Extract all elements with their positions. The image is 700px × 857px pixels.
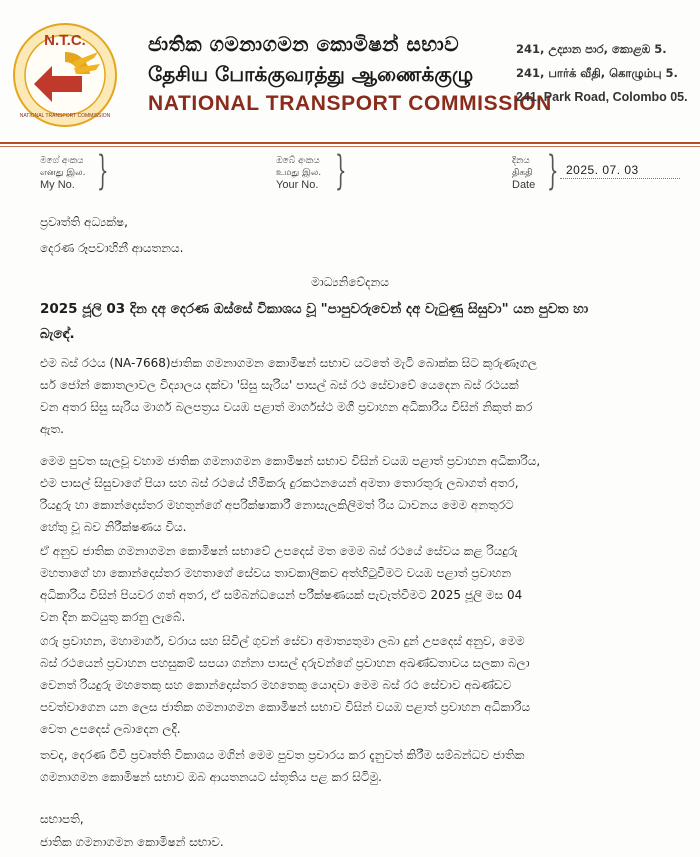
paragraph-2 [40, 450, 660, 538]
paragraph-1 [40, 352, 660, 440]
logo-text: N.T.C. [44, 32, 86, 49]
paragraph-4-line: බස් රථයෙන් ප්‍රවාහන පහසුකම් සපයා ගන්නා පාසල් දරුවන්ගේ ප්‍රවාහන අඛණ්ඩතාවය සලකා බලා [40, 656, 530, 670]
subject-line-1: 2025 ජූලි 03 දින දඅ දෙරණ ඔස්සේ විකාශය වූ "පාපුවරුවෙන් දඅ වැටුණු සිසුවා" යන පුවත හා [40, 301, 589, 317]
paragraph-3-line: මහතාගේ හා කොන්දොස්තර මහතාගේ සේවය තාවකාලිකව අත්හිටුවීමට වයඹ පළාත් ප්‍රවාහන [40, 566, 512, 580]
date-value: 2025. 07. 03 [566, 163, 639, 177]
paragraph-4 [40, 630, 660, 740]
paragraph-1-line: වන අතර සිසු සැරිය මාර්ග බලපත්‍රය වයඹ පළාත් මාර්ගස්ථ මගී ප්‍රවාහන අධිකාරිය විසින් නිකුත් කර [40, 400, 533, 414]
recipient-line-2: දෙරණ රූපවාහිනී ආයතනය. [40, 241, 184, 255]
my-no-si: මගේ අංකය [40, 156, 84, 166]
my-no-ta: எனது இல. [40, 168, 86, 178]
date-label [512, 155, 535, 191]
your-no-si: ඔබේ අංකය [276, 156, 320, 166]
ntc-logo [12, 22, 118, 128]
my-no-label [40, 155, 86, 191]
paragraph-2-line: හේතු වූ බව නිරීක්ෂණය විය. [40, 520, 187, 534]
recipient-line-1: ප්‍රවෘත්ති අධ්‍යක්ෂ, [40, 215, 128, 229]
letter-heading: මාධ්‍යනිවේදනය [311, 275, 389, 289]
paragraph-1-line: එම බස් රථය (NA-7668)ජාතික ගමනාගමන කොමිෂන් සභාව යටතේ මැටි බොක්ක සිට කුරුණෑගල [40, 356, 538, 370]
date-si: දිනය [512, 156, 530, 166]
header-rule [0, 142, 700, 144]
title-tamil: தேசிய போக்குவரத்து ஆணைக்குழு [148, 62, 474, 86]
paragraph-2-line: එම පාසල් සිසුවාගේ පියා සහ බස් රථයේ හිමිකරු දුරකථනයෙන් අමතා තොරතුරු ලබාගත් අතර, [40, 476, 519, 490]
header-rule-thin [0, 146, 700, 147]
paragraph-4-line: ගරු ප්‍රවාහන, මහාමාර්ග, වරාය සහ සිවිල් ගුවන් සේවා අමාත්‍යතුමා ලබා දුන් උපදෙස් අනුව, මෙම [40, 634, 525, 648]
your-no-en: Your No. [276, 179, 319, 191]
date-line [560, 178, 680, 179]
your-no-brace: } [334, 148, 347, 194]
paragraph-5-line: තවද, දෙරණ ටීවී ප්‍රවෘත්ති විකාශය මගින් මෙම පුවත ප්‍රචාරය කර දැනුවත් කිරීම සම්බන්ධව ජාතික [40, 748, 525, 762]
paragraph-3-line: ඒ අනුව ජාතික ගමනාගමන කොමිෂන් සභාවේ උපදෙස් මත මෙම බස් රථයේ සේවය කළ රියදුරු [40, 544, 518, 558]
paragraph-5 [40, 744, 660, 788]
paragraph-5-line: ගමනාගමන කොමිෂන් සභාව ඔබ ආයතනයට ස්තූතිය පළ කර සිටිමු. [40, 770, 383, 784]
title-english: NATIONAL TRANSPORT COMMISSION [148, 92, 552, 115]
paragraph-3-line: අධිකාරිය විසින් පියවර ගත් අතර, ඒ සම්බන්ධයෙන් පරීක්ෂණයක් පැවැත්වීමට 2025 ජූලි මස 04 [40, 588, 523, 602]
paragraph-3 [40, 540, 660, 628]
title-sinhala: ජාතික ගමනාගමන කොමිෂන් සභාව [148, 32, 460, 56]
address-sinhala: 241, උද්‍යාන පාර, කොළඹ 5. [516, 42, 667, 56]
paragraph-2-line: රියදුරු හා කොන්දොස්තර මහතුන්ගේ අපරික්ෂාකාරී නොසැලකිලිමත් රිය ධාවනය මෙම අනතුරට [40, 498, 514, 512]
your-no-label [276, 155, 321, 191]
paragraph-1-line: සර් ජෝන් කොතලාවල විද්‍යාලය දක්වා 'සිසු සැරිය' පාසල් බස් රථ සේවාවේ යෙදෙන බස් රථයක් [40, 378, 519, 392]
signoff-title: සභාපති, [40, 812, 84, 826]
letter-subject [40, 297, 660, 347]
subject-line-2: බැඳේ. [40, 326, 75, 342]
paragraph-4-line: පවත්වාගෙන යන ලෙස ජාතික ගමනාගමන කොමිෂන් සභාව විසින් වයඹ පළාත් ප්‍රවාහන අධිකාරිය [40, 700, 531, 714]
paragraph-4-line: වෙත උපදෙස් ලබාදෙන ලදි. [40, 722, 181, 736]
paragraph-3-line: වන දින කටයුතු කරනු ලැබේ. [40, 610, 186, 624]
signoff-org: ජාතික ගමනාගමන කොමිෂන් සභාව. [40, 835, 224, 849]
paragraph-4-line: වෙනත් රියදුරු මහතෙකු සහ කොන්දොස්තර මහතෙකු යොදවා මෙම බස් රථ සේවාව අඛණ්ඩව [40, 678, 512, 692]
address-english: 241, Park Road, Colombo 05. [516, 90, 688, 104]
paragraph-2-line: මෙම පුවත සැලවූ වහාම ජාතික ගමනාගමන කොමිෂන් සභාව විසින් වයඹ පළාත් ප්‍රවාහන අධිකාරිය, [40, 454, 541, 468]
your-no-ta: உமது இல. [276, 168, 322, 178]
address-tamil: 241, பார்க் வீதி, கொழும்பு 5. [516, 66, 678, 80]
date-en: Date [512, 179, 536, 191]
date-brace: } [546, 148, 559, 194]
my-no-en: My No. [40, 179, 75, 191]
my-no-brace: } [96, 148, 109, 194]
logo-ring-text: NATIONAL TRANSPORT COMMISSION [19, 113, 111, 119]
paragraph-1-line: ඇත. [40, 422, 64, 436]
date-ta: திகதி [512, 168, 533, 178]
